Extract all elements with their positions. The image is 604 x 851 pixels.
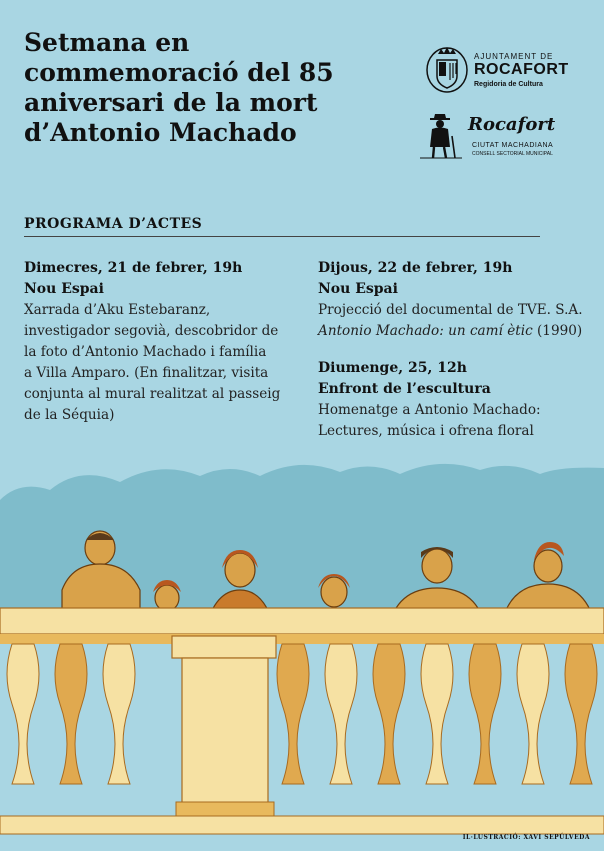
- event-1-desc-line: la foto d’Antonio Machado i família: [24, 344, 267, 360]
- event-2-date: Dijous, 22 de febrer, 19h: [318, 260, 513, 276]
- event-3-date: Diumenge, 25, 12h: [318, 360, 467, 376]
- event-2-desc-line: Projecció del documental de TVE. S.A.: [318, 302, 583, 318]
- machado-logo-script: Rocafort: [468, 114, 556, 135]
- balusters: [7, 644, 597, 784]
- event-2-venue: Nou Espai: [318, 281, 398, 297]
- rail-shadow: [0, 634, 604, 644]
- event-3-desc-line: Homenatge a Antonio Machado:: [318, 402, 541, 418]
- poster-title: [24, 28, 384, 148]
- council-line1: AJUNTAMENT DE: [474, 52, 554, 61]
- coat-of-arms-icon: [424, 44, 470, 94]
- event-2: [318, 258, 588, 342]
- event-2-desc-line: [318, 321, 588, 342]
- title-line: d’Antonio Machado: [24, 118, 297, 147]
- event-1-desc-line: de la Séquia): [24, 407, 115, 423]
- event-1-venue: Nou Espai: [24, 281, 104, 297]
- machado-logo-line2: CONSELL SECTORIAL MUNICIPAL: [472, 151, 553, 157]
- rocafort-council-logo: [424, 44, 574, 100]
- central-pedestal: [172, 636, 276, 816]
- machado-logo-line1: CIUTAT MACHADIANA: [472, 142, 554, 149]
- title-line: Setmana en: [24, 28, 190, 57]
- event-1-desc-line: Xarrada d’Aku Estebaranz,: [24, 302, 211, 318]
- council-line2: ROCAFORT: [474, 61, 569, 78]
- balustrade-rail: [0, 608, 604, 634]
- balustrade-base: [0, 816, 604, 834]
- documentary-year: (1990): [532, 323, 583, 339]
- title-line: aniversari de la mort: [24, 88, 318, 117]
- event-3-venue: Enfront de l’escultura: [318, 381, 491, 397]
- programa-column-right: [318, 258, 588, 450]
- event-1: [24, 258, 281, 426]
- event-1-desc-line: a Villa Amparo. (En finalitzar, visita: [24, 365, 269, 381]
- event-3-desc-line: Lectures, música i ofrena floral: [318, 423, 534, 439]
- event-1-date: Dimecres, 21 de febrer, 19h: [24, 260, 243, 276]
- ciutat-machadiana-logo: [420, 112, 570, 164]
- event-1-desc-line: investigador segovià, descobridor de: [24, 323, 279, 339]
- heading-divider: [24, 236, 540, 237]
- programa-column-left: [24, 258, 281, 434]
- documentary-title: Antonio Machado: un camí ètic: [318, 323, 533, 339]
- council-line3: Regidoria de Cultura: [474, 81, 543, 88]
- illustration-credit: IL·LUSTRACIÓ: XAVI SEPÚLVEDA: [462, 834, 590, 841]
- family-on-balustrade-illustration: [0, 430, 604, 851]
- event-1-desc-line: conjunta al mural realitzat al passeig: [24, 386, 281, 402]
- antonio-machado-figure-icon: [420, 112, 462, 160]
- title-line: commemoració del 85: [24, 58, 334, 87]
- programa-heading: PROGRAMA D’ACTES: [24, 216, 203, 232]
